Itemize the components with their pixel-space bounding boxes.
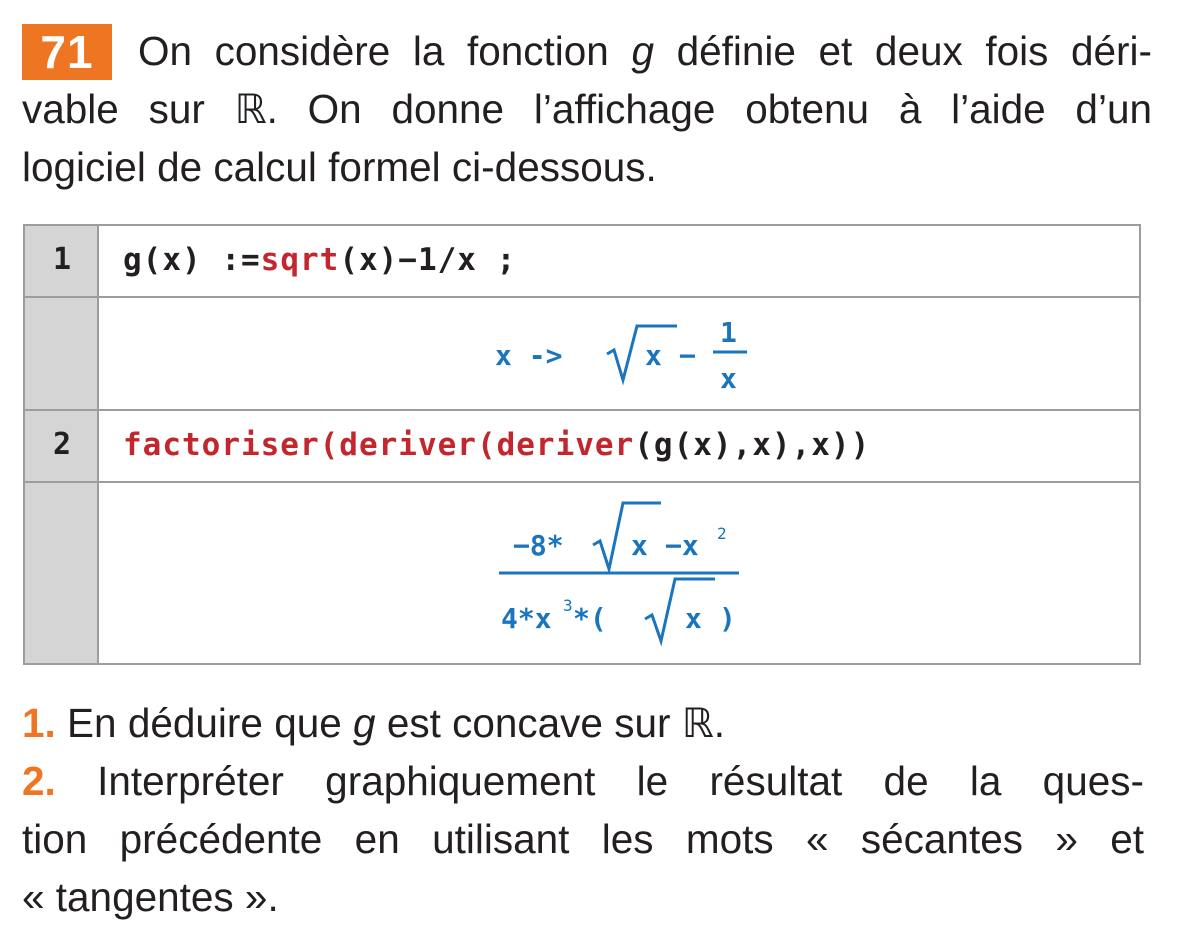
sqrt-symbol <box>607 326 677 380</box>
function-variable: g <box>353 700 376 746</box>
exponent: 3 <box>563 596 573 615</box>
cas-output-row-1 <box>25 298 1139 411</box>
sqrt-arg: x <box>645 339 662 372</box>
cas-output-2 <box>25 483 1139 663</box>
cas-input-2[interactable] <box>123 427 870 463</box>
line-number: 2 <box>52 427 72 462</box>
cas-input-row-2[interactable] <box>25 411 1139 483</box>
cas-input-1[interactable] <box>123 242 516 278</box>
reals-symbol: ℝ <box>681 699 714 747</box>
intro-line-2 <box>22 80 1152 138</box>
intro-text: vable sur <box>22 86 235 132</box>
question-2 <box>22 752 1144 810</box>
question-number: 2. <box>22 758 56 804</box>
denominator-middle: *( <box>573 602 607 635</box>
question-2-line-2: tion précédente en utilisant les mots « sécantes » et <box>22 816 1144 862</box>
question-2-line-3: « tangentes ». <box>22 874 279 920</box>
exercise-number-badge: 71 <box>22 24 112 80</box>
denominator-suffix: ) <box>719 602 736 635</box>
question-text: Interpréter graphiquement le résultat de la ques- <box>97 758 1144 804</box>
questions <box>22 694 1144 926</box>
cas-output-row-2 <box>25 483 1139 663</box>
sqrt-arg: x <box>685 602 702 635</box>
code-text: (g(x),x),x)) <box>634 427 871 463</box>
intro-line-1 <box>22 22 1152 80</box>
denominator-prefix: 4*x <box>501 602 552 635</box>
code-text: g(x) := <box>123 242 261 278</box>
function-variable: g <box>631 28 654 74</box>
code-keyword: factoriser(deriver(deriver <box>123 427 635 463</box>
cas-worksheet <box>23 224 1141 665</box>
numerator-prefix: −8* <box>513 529 564 562</box>
exponent: 2 <box>717 524 727 543</box>
question-text: . <box>713 700 726 746</box>
question-text: est concave sur <box>375 700 682 746</box>
code-keyword: sqrt <box>260 242 340 278</box>
intro-text: . On donne l’affichage obtenu à l’aide d’un <box>266 86 1152 132</box>
question-number: 1. <box>22 700 56 746</box>
fraction-numerator: 1 <box>720 316 737 349</box>
minus-sign: − <box>679 339 696 372</box>
intro-text: On considère la fonction <box>138 28 632 74</box>
cas-input-row-1[interactable] <box>25 226 1139 298</box>
line-number: 1 <box>52 242 72 277</box>
question-1 <box>22 694 1144 752</box>
cas-output-1 <box>25 298 1139 409</box>
question-text: En déduire que <box>67 700 354 746</box>
reals-symbol: ℝ <box>234 85 267 133</box>
numerator-suffix: −x <box>665 529 699 562</box>
sqrt-arg: x <box>631 529 648 562</box>
intro-line-3: logiciel de calcul formel ci-dessous. <box>22 144 657 190</box>
output-lhs: x -> <box>495 339 563 372</box>
exercise-intro <box>22 22 1152 196</box>
fraction-denominator: x <box>720 362 737 395</box>
intro-text: définie et deux fois déri- <box>653 28 1152 74</box>
sqrt-symbol <box>593 503 661 569</box>
code-text: (x)−1/x ; <box>339 242 517 278</box>
sqrt-symbol <box>645 579 715 641</box>
